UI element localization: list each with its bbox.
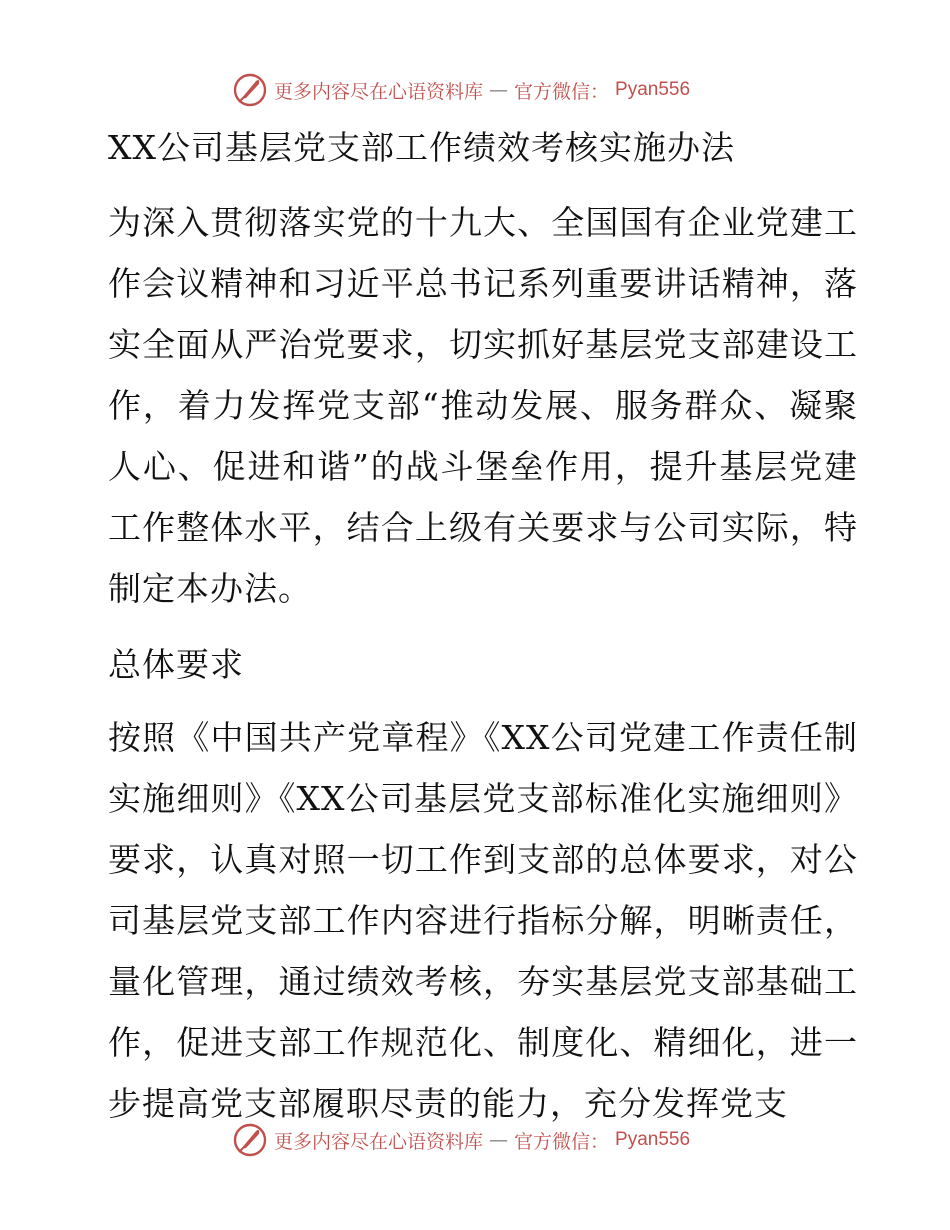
document-title: XX公司基层党支部工作绩效考核实施办法 (108, 128, 735, 167)
watermark-wechat-label: 官方微信： (514, 1130, 610, 1153)
quill-logo-icon (232, 72, 268, 108)
watermark-text: 更多内容尽在心语资料库 (274, 1130, 484, 1153)
watermark-separator: — (489, 1129, 509, 1151)
quill-logo-icon (232, 1122, 268, 1158)
document-body (98, 120, 858, 1134)
section-paragraph: 按照《中国共产党章程》《XX公司党建工作责任制实施细则》《XX公司基层党支部标准化实施细则》要求，认真对照一切工作到支部的总体要求，对公司基层党支部工作内容进行指标分解，明晰责任，量化管理，通过绩效考核，夯实基层党支部基础工作，促进支部工作规范化、制度化、精细化，进一步提高党支部履职尽责的能力，充分发挥党支 (108, 718, 858, 1123)
watermark-footer (232, 1120, 690, 1160)
watermark-handle: Pyan556 (615, 79, 691, 100)
intro-paragraph: 为深入贯彻落实党的十九大、全国国有企业党建工作会议精神和习近平总书记系列重要讲话精神，落实全面从严治党要求，切实抓好基层党支部建设工作，着力发挥党支部“推动发展、服务群众、凝聚人心、促进和谐”的战斗堡垒作用，提升基层党建工作整体水平，结合上级有关要求与公司实际，特制定本办法。 (108, 203, 858, 608)
watermark-separator: — (489, 79, 509, 101)
watermark-header (232, 70, 690, 110)
watermark-handle: Pyan556 (615, 1129, 691, 1150)
section-heading: 总体要求 (108, 645, 244, 684)
watermark-wechat-label: 官方微信： (514, 80, 610, 103)
watermark-text: 更多内容尽在心语资料库 (274, 80, 484, 103)
